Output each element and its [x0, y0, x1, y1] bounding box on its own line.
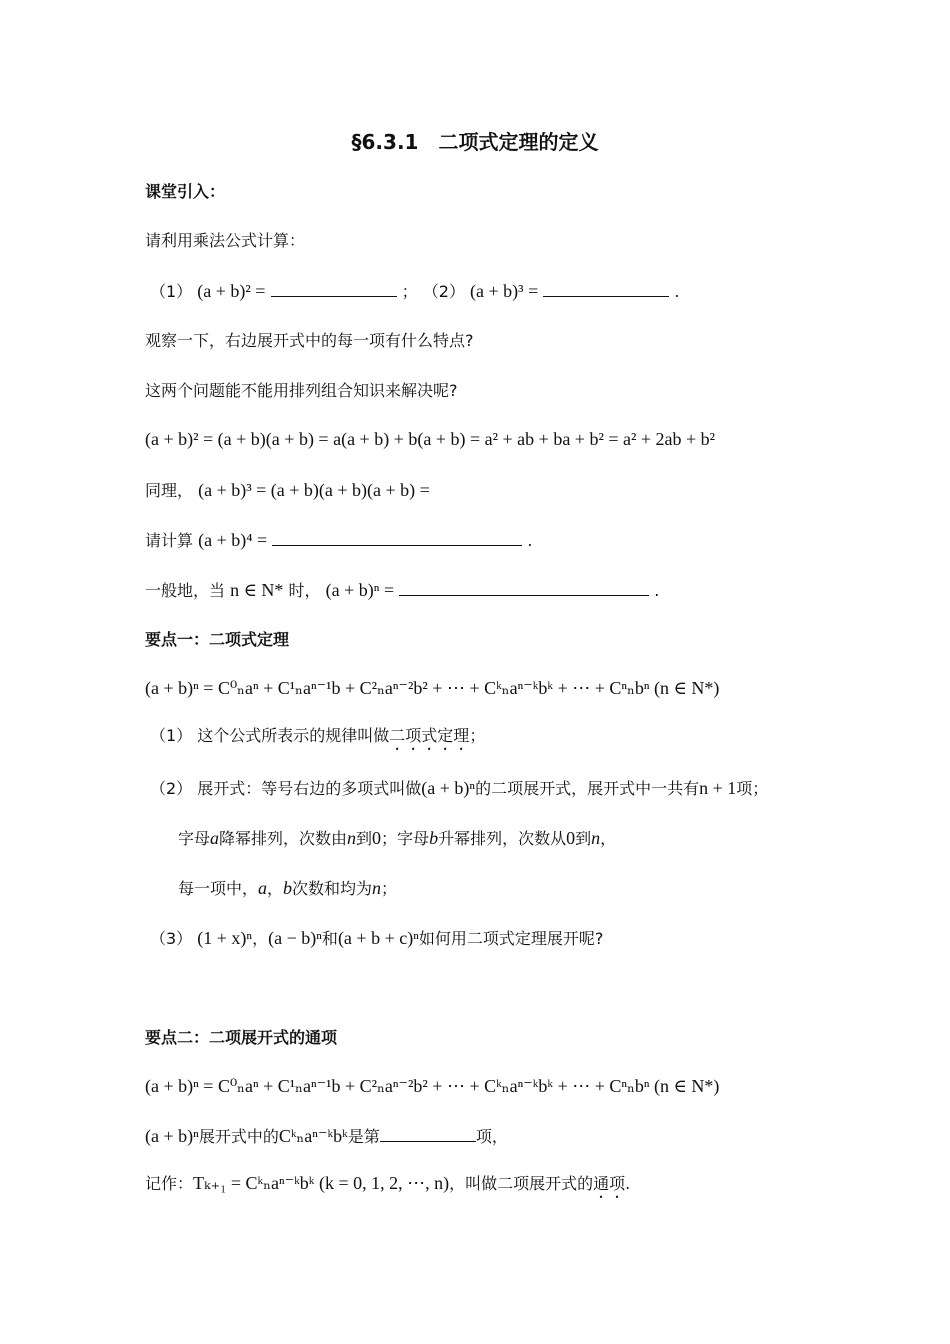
- point1-order-line: [178, 826, 616, 851]
- term-text-a: 展开式中的: [198, 1127, 279, 1146]
- q2-answer-blank: [543, 280, 669, 297]
- point1-heading: 要点一：二项式定理: [145, 630, 290, 649]
- item2-text-c: 项；: [736, 779, 769, 798]
- calc-answer-blank: [272, 529, 522, 546]
- note-text-a: 记作：: [145, 1174, 194, 1193]
- item3-label: （3）: [150, 929, 193, 948]
- point1-item1: [150, 724, 485, 754]
- degree-end: ；: [381, 879, 398, 898]
- point2-heading: 要点二：二项展开式的通项: [145, 1028, 338, 1047]
- item3-text: 如何用二项式定理展开呢?: [418, 929, 604, 948]
- observe-text: 观察一下，右边展开式中的每一项有什么特点?: [145, 331, 474, 350]
- order-text-e: 升幂排列，次数从: [438, 829, 567, 848]
- general-end: .: [654, 581, 660, 600]
- binomial-theorem-formula: (a + b)ⁿ = C⁰ₙaⁿ + C¹ₙaⁿ⁻¹b + C²ₙaⁿ⁻²b² + ⋯ + Cᵏₙaⁿ⁻ᵏbᵏ + ⋯ + Cⁿₙbⁿ (n ∈ N*): [145, 678, 720, 698]
- general-answer-blank: [399, 579, 649, 596]
- expansion-square-formula: (a + b)² = (a + b)(a + b) = a(a + b) + b(a + b) = a² + ab + ba + b² = a² + 2ab + b²: [145, 429, 716, 449]
- zero-value: 0: [372, 828, 382, 848]
- general-term-note: [145, 1171, 630, 1202]
- intro-prompt: 请利用乘法公式计算：: [145, 231, 306, 250]
- item2-text-a: 展开式：等号右边的多项式叫做: [197, 779, 422, 798]
- var-a-2: a: [258, 878, 268, 898]
- q2-label: （2）: [422, 282, 465, 301]
- zero-value-2: 0: [566, 828, 576, 848]
- q2-expr: (a + b)³ =: [470, 281, 539, 301]
- item1-end: ；: [469, 726, 486, 745]
- note-text-b: ，叫做二项展开式的: [449, 1174, 594, 1193]
- item2-label: （2）: [150, 779, 193, 798]
- item1-text: 这个公式所表示的规律叫做: [197, 726, 390, 745]
- var-b-2: b: [283, 878, 293, 898]
- q1-answer-blank: [271, 280, 397, 297]
- question-text: 这两个问题能不能用排列组合知识来解决呢?: [145, 381, 458, 400]
- general-expr: (a + b)ⁿ =: [325, 580, 395, 600]
- same-label: 同理，: [145, 481, 194, 500]
- degree-sep: ，: [267, 879, 284, 898]
- var-n: n: [347, 828, 357, 848]
- q-separator: ；: [401, 282, 418, 301]
- item1-label: （1）: [150, 726, 193, 745]
- calc-expr: (a + b)⁴ =: [198, 530, 268, 550]
- general-text-b: 时，: [288, 581, 321, 600]
- point1-item2: [150, 776, 768, 801]
- term-coefficient: Cᵏₙaⁿ⁻ᵏbᵏ: [278, 1126, 348, 1146]
- var-b: b: [429, 828, 439, 848]
- calc-label: 请计算: [145, 531, 194, 550]
- degree-text-b: 次数和均为: [292, 879, 373, 898]
- general-line: [145, 578, 659, 603]
- item1-term-emphasis: 二项式定理: [389, 726, 470, 745]
- term-expr: (a + b)ⁿ: [145, 1126, 199, 1146]
- item3-expr3: (a + b + c)ⁿ: [337, 928, 419, 948]
- term-end: 项，: [475, 1127, 508, 1146]
- item2-expr: (a + b)ⁿ: [421, 778, 476, 798]
- item3-sep: ，: [252, 929, 269, 948]
- item3-expr1: (1 + x)ⁿ: [197, 928, 253, 948]
- cube-expansion-formula: (a + b)³ = (a + b)(a + b)(a + b) =: [198, 480, 430, 500]
- q1-label: （1）: [150, 282, 193, 301]
- q1-expr: (a + b)² =: [197, 281, 266, 301]
- question-line: [150, 279, 680, 304]
- term-text-b: 是第: [347, 1127, 380, 1146]
- general-term-line: [145, 1124, 508, 1149]
- note-term-emphasis: 通项: [593, 1174, 626, 1193]
- intro-heading: 课堂引入：: [145, 182, 226, 201]
- item2-text-b: 的二项展开式，展开式中一共有: [475, 779, 700, 798]
- item3-and: 和: [321, 929, 338, 948]
- general-term-formula: Tₖ₊₁ = Cᵏₙaⁿ⁻ᵏbᵏ (k = 0, 1, 2, ⋯, n): [193, 1173, 450, 1193]
- same-line: [145, 478, 430, 503]
- point1-degree-line: [178, 876, 397, 901]
- binomial-theorem-formula-2: (a + b)ⁿ = C⁰ₙaⁿ + C¹ₙaⁿ⁻¹b + C²ₙaⁿ⁻²b² + ⋯ + Cᵏₙaⁿ⁻ᵏbᵏ + ⋯ + Cⁿₙbⁿ (n ∈ N*): [145, 1076, 720, 1096]
- general-text-a: 一般地，当: [145, 581, 226, 600]
- q-line-end: .: [674, 282, 680, 301]
- order-text-d: ；字母: [381, 829, 430, 848]
- page-title: §6.3.1 二项式定理的定义: [351, 130, 599, 154]
- order-text-a: 字母: [178, 829, 211, 848]
- calc-end: .: [527, 531, 533, 550]
- order-text-f: 到: [575, 829, 592, 848]
- note-end: .: [625, 1174, 631, 1193]
- degree-text-a: 每一项中，: [178, 879, 259, 898]
- item2-count: n + 1: [699, 778, 737, 798]
- var-n-3: n: [372, 878, 382, 898]
- var-n-2: n: [591, 828, 601, 848]
- var-a: a: [210, 828, 220, 848]
- order-text-b: 降幂排列，次数由: [219, 829, 348, 848]
- point1-item3: [150, 926, 603, 951]
- order-text-c: 到: [356, 829, 373, 848]
- order-text-g: ，: [600, 829, 617, 848]
- term-index-blank: [380, 1125, 476, 1142]
- calc-line: [145, 528, 532, 553]
- item3-expr2: (a − b)ⁿ: [268, 928, 322, 948]
- general-condition: n ∈ N*: [230, 580, 284, 600]
